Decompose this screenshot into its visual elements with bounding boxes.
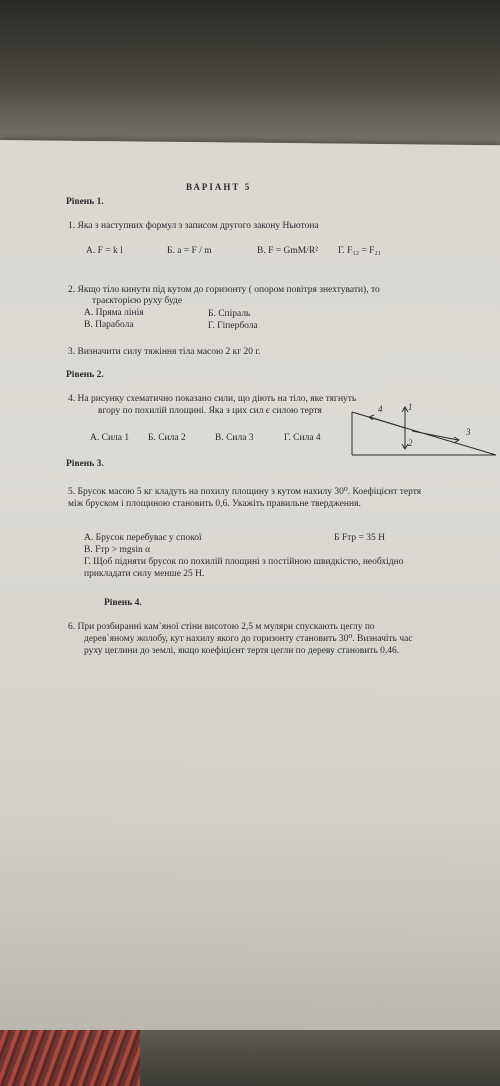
q5-option-g-line2: прикладати силу менше 25 Н.: [84, 569, 205, 579]
q6-line3: руху цеглини до землі, якщо коефіцієнт тертя цегли по дереву становить 0,46.: [84, 646, 400, 656]
q4-line2: вгору по похилій площині. Яка з цих сил є силою тертя: [98, 406, 322, 416]
q1-option-a: А. F = k l: [86, 246, 123, 256]
force-3-arrow: [412, 431, 458, 440]
q4-line1: 4. На рисунку схематично показано сили, що діють на тіло, яке тягнуть: [68, 394, 357, 404]
force-label-2: 2: [408, 438, 413, 448]
level1-heading: Рівень 1.: [66, 197, 104, 207]
carpet-corner: [0, 1030, 140, 1086]
force-4-arrow: [370, 417, 405, 428]
q5-option-v: В. Fтр > mgsin α: [84, 545, 151, 555]
q5-option-b: Б Fтр = 35 Н: [334, 533, 385, 543]
q5-line2: між бруском і площиною становить 0,6. Укажіть правильне твердження.: [68, 499, 361, 509]
q4-option-b: Б. Сила 2: [148, 433, 186, 443]
q5-option-g-line1: Г. Щоб підняти брусок по похилій площині з постійною швидкістю, необхідно: [84, 557, 404, 567]
q6-line2: дерев`яному жолобу, кут нахилу якого до горизонту становить 30⁰. Визначіть час: [84, 634, 413, 644]
force-label-1: 1: [408, 402, 413, 412]
q2-line2: траєкторією руху буде: [92, 296, 183, 306]
inclined-plane-diagram: [350, 400, 498, 460]
paper-sheet: [0, 140, 500, 1045]
q2-option-v: В. Парабола: [84, 320, 134, 330]
q5-option-a: А. Брусок перебуває у спокої: [84, 533, 202, 543]
force-label-4: 4: [378, 404, 383, 414]
q1-option-v: В. F = GmM/R²: [257, 246, 318, 256]
level2-heading: Рівень 2.: [66, 370, 104, 380]
q1-option-g: Г. F₁₂ = F₂₁: [338, 246, 382, 256]
level4-heading: Рівень 4.: [104, 598, 142, 608]
level3-heading: Рівень 3.: [66, 459, 104, 469]
q3-text: 3. Визначити силу тяжіння тіла масою 2 кг 20 г.: [68, 347, 261, 357]
q4-option-a: А. Сила 1: [90, 433, 130, 443]
q2-line1: 2. Якщо тіло кинути під кутом до горизонту ( опором повітря знехтувати), то: [68, 285, 380, 295]
q2-option-g: Г. Гіпербола: [208, 321, 258, 331]
q6-line1: 6. При розбиранні кам`яної стіни висотою 2,5 м муляри спускають цеглу по: [68, 622, 375, 632]
q5-line1: 5. Брусок масою 5 кг кладуть на похилу площину з кутом нахилу 30⁰. Коефіцієнт тертя: [68, 487, 422, 497]
q1-option-b: Б. a = F / m: [167, 246, 212, 256]
q1-text: 1. Яка з наступних формул з записом другого закону Ньютона: [68, 221, 319, 231]
q4-option-g: Г. Сила 4: [284, 433, 321, 443]
q2-option-b: Б. Спіраль: [208, 309, 251, 319]
background-top: [0, 0, 500, 150]
q2-option-a: А. Пряма лінія: [84, 308, 144, 318]
variant-title: ВАРІАНТ 5: [186, 182, 252, 192]
force-label-3: 3: [466, 427, 471, 437]
q4-option-v: В. Сила 3: [215, 433, 254, 443]
